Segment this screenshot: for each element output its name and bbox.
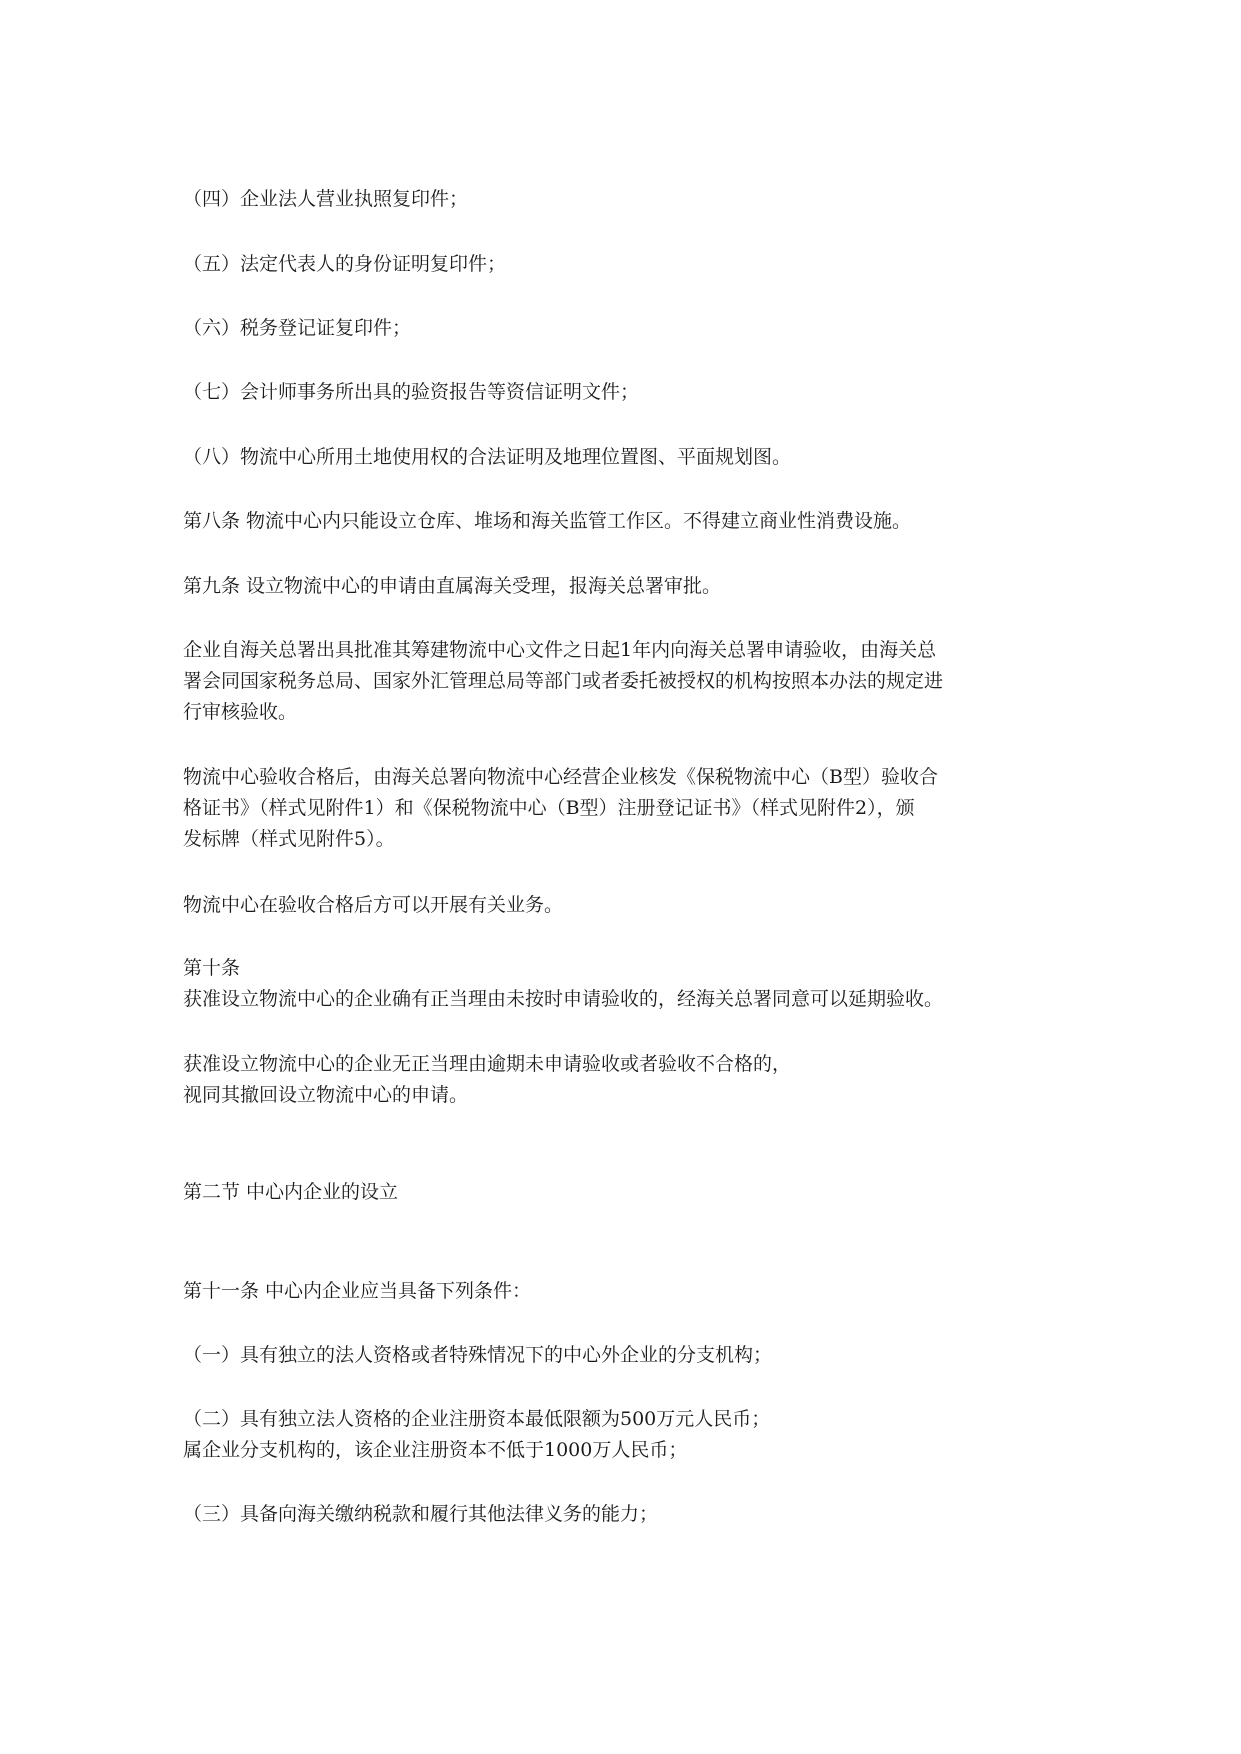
- text-line: （八）物流中心所用土地使用权的合法证明及地理位置图、平面规划图。: [183, 446, 792, 468]
- text-line: 格证书》（样式见附件1）和《保税物流中心（B型）注册登记证书》（样式见附件2），颁: [183, 797, 915, 819]
- text-line: （一）具有独立的法人资格或者特殊情况下的中心外企业的分支机构；: [183, 1344, 773, 1366]
- business-start-paragraph: [183, 890, 1063, 921]
- condition-item-2: [183, 1404, 1063, 1466]
- list-item-8: [183, 442, 1063, 473]
- text-line: 第九条 设立物流中心的申请由直属海关受理，报海关总署审批。: [183, 575, 722, 597]
- text-line: 第八条 物流中心内只能设立仓库、堆场和海关监管工作区。不得建立商业性消费设施。: [183, 510, 912, 532]
- list-item-7: [183, 377, 1063, 408]
- text-line: （五）法定代表人的身份证明复印件；: [183, 253, 507, 275]
- list-item-6: [183, 313, 1063, 344]
- article-10: [183, 953, 1063, 1015]
- list-item-4: [183, 184, 1063, 215]
- list-item-5: [183, 249, 1063, 280]
- text-line: 获准设立物流中心的企业无正当理由逾期未申请验收或者验收不合格的，: [183, 1053, 792, 1075]
- article-8: [183, 506, 1063, 537]
- text-line: （二）具有独立法人资格的企业注册资本最低限额为500万元人民币；: [183, 1408, 771, 1430]
- text-line: （三）具备向海关缴纳税款和履行其他法律义务的能力；: [183, 1503, 659, 1525]
- text-line: 物流中心在验收合格后方可以开展有关业务。: [183, 894, 564, 916]
- condition-item-1: [183, 1340, 1063, 1371]
- text-line: 第二节 中心内企业的设立: [183, 1181, 399, 1203]
- text-line: （四）企业法人营业执照复印件；: [183, 188, 469, 210]
- text-line: 企业自海关总署出具批准其筹建物流中心文件之日起1年内向海关总署申请验收，由海关总: [183, 639, 937, 661]
- text-line: 发标牌（样式见附件5）。: [183, 828, 395, 850]
- article-heading: 第十条: [183, 957, 241, 979]
- article-9: [183, 571, 1063, 602]
- certificate-issuance-paragraph: [183, 762, 1063, 855]
- acceptance-application-paragraph: [183, 635, 1063, 728]
- text-line: 署会同国家税务总局、国家外汇管理总局等部门或者委托被授权的机构按照本办法的规定进: [183, 670, 944, 692]
- withdrawal-paragraph: [183, 1049, 1063, 1111]
- text-line: 属企业分支机构的，该企业注册资本不低于1000万人民币；: [183, 1439, 688, 1461]
- article-11: [183, 1276, 1063, 1307]
- section-heading: [183, 1177, 1063, 1208]
- text-line: 行审核验收。: [183, 701, 298, 723]
- text-line: 第十一条 中心内企业应当具备下列条件：: [183, 1280, 532, 1302]
- text-line: （七）会计师事务所出具的验资报告等资信证明文件；: [183, 381, 640, 403]
- text-line: 获准设立物流中心的企业确有正当理由未按时申请验收的，经海关总署同意可以延期验收。: [183, 988, 944, 1010]
- text-line: 物流中心验收合格后，由海关总署向物流中心经营企业核发《保税物流中心（B型）验收合: [183, 766, 938, 788]
- text-line: 视同其撤回设立物流中心的申请。: [183, 1084, 469, 1106]
- condition-item-3: [183, 1499, 1063, 1530]
- text-line: （六）税务登记证复印件；: [183, 317, 412, 339]
